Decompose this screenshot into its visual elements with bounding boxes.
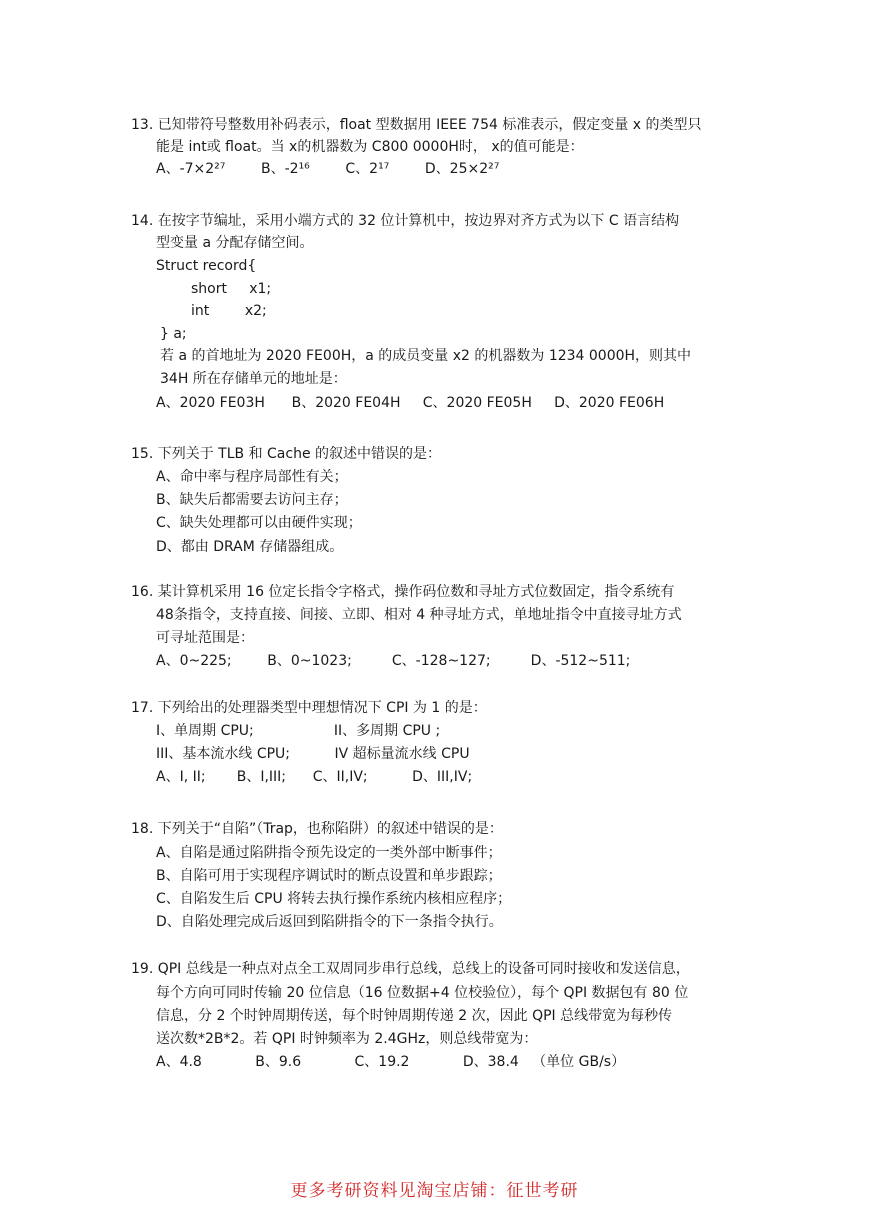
question-13-stem-line-2: 能是 int或 float。当 x的机器数为 C800 0000H时， x的值可能是： (156, 139, 584, 155)
question-19-stem-line-2: 每个方向可同时传输 20 位信息（16 位数据+4 位校验位），每个 QPI 数据包有 80 位 (156, 985, 689, 1001)
question-16-stem-line-1: 16. 某计算机采用 16 位定长指令字格式，操作码位数和寻址方式位数固定，指令系统有 (131, 584, 675, 600)
question-18-option-c: C、自陷发生后 CPU 将转去执行操作系统内核相应程序； (156, 891, 512, 907)
question-14-code-line-4: } a; (160, 326, 187, 342)
question-16-options: A、0~225; B、0~1023; C、-128~127; D、-512~511; (156, 653, 631, 669)
question-14-stem-line-1: 14. 在按字节编址，采用小端方式的 32 位计算机中，按边界对齐方式为以下 C 语言结构 (131, 213, 680, 229)
question-14-code-line-2: short x1; (191, 281, 272, 297)
question-13-stem-line-1: 13. 已知带符号整数用补码表示，float 型数据用 IEEE 754 标准表示，假定变量 x 的类型只 (131, 117, 702, 133)
question-17-items-line-2: III、基本流水线 CPU; IV 超标量流水线 CPU (156, 746, 470, 762)
question-17-items-line-1: I、单周期 CPU; II、多周期 CPU ; (156, 723, 441, 739)
question-15-option-d: D、都由 DRAM 存储器组成。 (156, 539, 344, 555)
question-18-option-a: A、自陷是通过陷阱指令预先设定的一类外部中断事件； (156, 845, 502, 861)
question-19-stem-line-1: 19. QPI 总线是一种点对点全工双周同步串行总线，总线上的设备可同时接收和发送信息， (131, 961, 690, 977)
footer-watermark: 更多考研资料见淘宝店铺：征世考研 (290, 1181, 579, 1201)
question-16-stem-line-3: 可寻址范围是： (156, 630, 254, 646)
question-19-options: A、4.8 B、9.6 C、19.2 D、38.4 （单位 GB/s） (156, 1054, 626, 1070)
question-16-stem-line-2: 48条指令，支持直接、间接、立即、相对 4 种寻址方式，单地址指令中直接寻址方式 (156, 607, 682, 623)
question-18-option-d: D、自陷处理完成后返回到陷阱指令的下一条指令执行。 (156, 914, 503, 930)
question-15-stem: 15. 下列关于 TLB 和 Cache 的叙述中错误的是： (131, 446, 442, 462)
question-18-stem: 18. 下列关于“自陷”（Trap，也称陷阱）的叙述中错误的是： (131, 821, 503, 837)
question-15-option-b: B、缺失后都需要去访问主存； (156, 492, 348, 508)
question-17-stem: 17. 下列给出的处理器类型中理想情况下 CPI 为 1 的是： (131, 700, 487, 716)
question-14-code-line-1: Struct record{ (156, 258, 257, 274)
question-19-stem-line-3: 信息，分 2 个时钟周期传送，每个时钟周期传递 2 次，因此 QPI 总线带宽为每秒传 (156, 1008, 673, 1024)
question-17-options: A、I, II; B、I,III; C、II,IV; D、III,IV; (156, 769, 473, 785)
question-15-option-a: A、命中率与程序局部性有关； (156, 469, 348, 485)
question-14-options: A、2020 FE03H B、2020 FE04H C、2020 FE05H D、2020 FE06H (156, 395, 665, 411)
question-15-option-c: C、缺失处理都可以由硬件实现； (156, 515, 362, 531)
question-14-stem-line-4: 34H 所在存储单元的地址是： (160, 371, 347, 387)
question-13-options: A、-7×2²⁷ B、-2¹⁶ C、2¹⁷ D、25×2²⁷ (156, 161, 500, 177)
question-14-stem-line-3: 若 a 的首地址为 2020 FE00H，a 的成员变量 x2 的机器数为 1234 0000H，则其中 (160, 348, 692, 364)
question-14-code-line-3: int x2; (191, 303, 267, 319)
question-14-stem-line-2: 型变量 a 分配存储空间。 (156, 235, 314, 251)
question-18-option-b: B、自陷可用于实现程序调试时的断点设置和单步跟踪； (156, 868, 502, 884)
question-19-stem-line-4: 送次数*2B*2。若 QPI 时钟频率为 2.4GHz，则总线带宽为： (156, 1031, 538, 1047)
